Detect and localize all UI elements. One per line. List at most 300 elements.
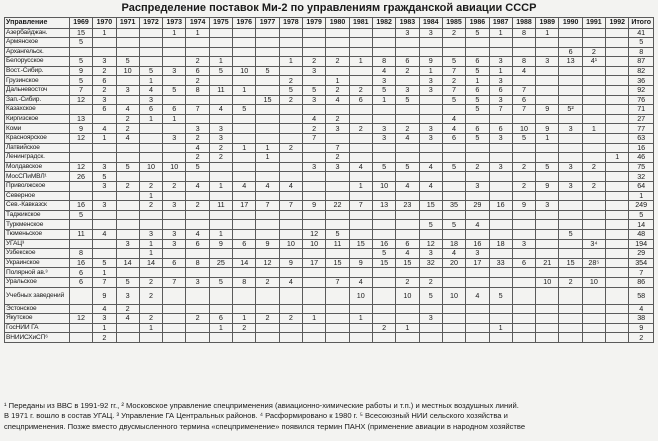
year-value-cell: 3 [303,162,326,172]
year-value-cell: 3 [419,28,442,38]
year-value-cell [233,124,256,134]
year-value-cell: 4 [279,277,302,287]
year-value-cell: 4 [396,249,419,259]
year-value-cell [233,134,256,144]
year-value-cell [139,220,162,230]
table-row [5,38,654,48]
year-value-cell [209,287,232,304]
header-year: 1986 [466,18,489,29]
year-value-cell [233,28,256,38]
year-value-cell [372,28,395,38]
year-value-cell [233,220,256,230]
row-total-cell: 75 [629,162,654,172]
year-value-cell: 4 [139,86,162,96]
year-value-cell: 10 [349,287,372,304]
year-value-cell [419,143,442,153]
row-total-cell: 64 [629,182,654,192]
row-region-name: Узбекское [5,249,70,259]
year-value-cell: 8 [512,57,535,67]
year-value-cell: 2 [116,304,139,314]
year-value-cell: 6 [396,57,419,67]
year-value-cell: 2 [116,124,139,134]
year-value-cell: 2 [209,143,232,153]
year-value-cell [256,220,279,230]
year-value-cell [606,210,629,220]
year-value-cell [606,172,629,182]
year-value-cell [163,153,186,163]
year-value-cell: 2 [303,57,326,67]
year-value-cell [326,191,349,201]
year-value-cell [582,114,605,124]
year-value-cell: 18 [489,239,512,249]
year-value-cell [606,95,629,105]
year-value-cell [559,268,582,278]
year-value-cell [279,268,302,278]
year-value-cell [279,229,302,239]
year-value-cell: 3 [163,66,186,76]
year-value-cell [396,191,419,201]
year-value-cell [536,114,559,124]
year-value-cell [559,134,582,144]
year-value-cell [186,304,209,314]
year-value-cell: 1 [326,76,349,86]
table-row [5,114,654,124]
year-value-cell: 16 [466,239,489,249]
year-value-cell: 3 [489,162,512,172]
table-row [5,182,654,192]
year-value-cell [372,153,395,163]
year-value-cell [326,66,349,76]
year-value-cell: 3 [512,239,535,249]
year-value-cell [163,191,186,201]
year-value-cell [442,153,465,163]
year-value-cell: 2 [186,153,209,163]
year-value-cell [559,191,582,201]
year-value-cell [489,229,512,239]
year-value-cell: 5 [489,287,512,304]
year-value-cell: 3 [186,277,209,287]
year-value-cell [466,114,489,124]
year-value-cell: 18 [442,239,465,249]
year-value-cell: 2 [326,114,349,124]
year-value-cell [326,182,349,192]
year-value-cell [466,47,489,57]
year-value-cell [582,86,605,96]
year-value-cell [233,95,256,105]
year-value-cell [419,47,442,57]
year-value-cell [489,268,512,278]
year-value-cell [489,114,512,124]
year-value-cell [536,191,559,201]
year-value-cell: 2 [116,182,139,192]
year-value-cell [233,38,256,48]
year-value-cell [116,172,139,182]
year-value-cell: 14 [233,258,256,268]
year-value-cell: 10 [279,239,302,249]
year-value-cell: 10 [372,182,395,192]
year-value-cell: 10 [442,287,465,304]
row-total-cell: 82 [629,66,654,76]
table-row [5,268,654,278]
row-region-name: Казахское [5,105,70,115]
year-value-cell: 3 [559,124,582,134]
row-region-name: Ленинградск. [5,153,70,163]
year-value-cell [233,114,256,124]
year-value-cell: 9 [256,239,279,249]
year-value-cell: 5 [372,86,395,96]
year-value-cell [606,277,629,287]
year-value-cell [116,210,139,220]
year-value-cell [582,268,605,278]
year-value-cell [536,66,559,76]
year-value-cell [536,47,559,57]
year-value-cell [116,220,139,230]
year-value-cell [489,47,512,57]
year-value-cell: 3 [536,201,559,211]
year-value-cell [489,249,512,259]
header-year: 1980 [326,18,349,29]
year-value-cell [186,191,209,201]
table-row [5,201,654,211]
year-value-cell: 6 [466,124,489,134]
year-value-cell [279,172,302,182]
year-value-cell [536,229,559,239]
year-value-cell [233,268,256,278]
row-region-name: УГАЦ³ [5,239,70,249]
year-value-cell: 11 [69,229,92,239]
year-value-cell [163,76,186,86]
year-value-cell [279,105,302,115]
year-value-cell [139,153,162,163]
year-value-cell: 26 [69,172,92,182]
year-value-cell [606,105,629,115]
year-value-cell [582,143,605,153]
year-value-cell: 2 [93,333,116,343]
year-value-cell: 15 [559,258,582,268]
year-value-cell [326,287,349,304]
row-region-name: Дальневосточ [5,86,70,96]
year-value-cell [186,268,209,278]
year-value-cell: 4 [326,95,349,105]
year-value-cell: 9 [512,201,535,211]
year-value-cell [209,38,232,48]
year-value-cell: 12 [303,229,326,239]
year-value-cell: 17 [466,258,489,268]
table-row [5,143,654,153]
year-value-cell [349,323,372,333]
year-value-cell [582,323,605,333]
year-value-cell [279,124,302,134]
year-value-cell: 1 [93,323,116,333]
year-value-cell [396,304,419,314]
year-value-cell: 3 [489,57,512,67]
year-value-cell [349,66,372,76]
year-value-cell: 2 [256,277,279,287]
year-value-cell: 5 [69,38,92,48]
year-value-cell [303,143,326,153]
year-value-cell [209,191,232,201]
year-value-cell [279,191,302,201]
row-region-name: Латвийское [5,143,70,153]
year-value-cell [303,304,326,314]
year-value-cell [489,333,512,343]
year-value-cell [606,162,629,172]
year-value-cell [349,268,372,278]
year-value-cell: 3 [163,201,186,211]
year-value-cell: 2 [349,86,372,96]
table-row [5,57,654,67]
year-value-cell [349,172,372,182]
header-year: 1969 [69,18,92,29]
year-value-cell [256,134,279,144]
year-value-cell [559,28,582,38]
year-value-cell: 2 [186,314,209,324]
year-value-cell [466,229,489,239]
row-total-cell: 48 [629,229,654,239]
row-region-name: Уральское [5,277,70,287]
year-value-cell [139,172,162,182]
year-value-cell [326,314,349,324]
year-value-cell: 1 [186,28,209,38]
year-value-cell: 3 [326,124,349,134]
year-value-cell [419,38,442,48]
row-region-name: Северное [5,191,70,201]
year-value-cell [489,277,512,287]
year-value-cell: 7 [349,201,372,211]
year-value-cell: 20 [442,258,465,268]
year-value-cell [582,105,605,115]
year-value-cell [489,153,512,163]
year-value-cell: 2 [139,201,162,211]
year-value-cell [349,249,372,259]
year-value-cell: 12 [256,258,279,268]
year-value-cell [536,333,559,343]
year-value-cell [582,201,605,211]
row-total-cell: 7 [629,268,654,278]
year-value-cell [326,28,349,38]
year-value-cell: 2 [582,47,605,57]
year-value-cell [372,210,395,220]
year-value-cell: 3 [93,95,116,105]
year-value-cell: 2 [209,153,232,163]
year-value-cell: 1 [606,153,629,163]
year-value-cell [396,220,419,230]
year-value-cell: 4¹ [582,57,605,67]
year-value-cell [442,182,465,192]
year-value-cell [186,38,209,48]
year-value-cell [209,95,232,105]
year-value-cell: 3 [116,239,139,249]
year-value-cell: 1 [209,182,232,192]
year-value-cell: 4 [396,134,419,144]
year-value-cell [209,47,232,57]
year-value-cell: 3 [489,76,512,86]
year-value-cell: 2 [93,86,116,96]
year-value-cell [606,249,629,259]
year-value-cell [442,229,465,239]
row-region-name: Таджикское [5,210,70,220]
year-value-cell [163,172,186,182]
year-value-cell [582,314,605,324]
year-value-cell [233,153,256,163]
year-value-cell: 1 [349,314,372,324]
year-value-cell [233,162,256,172]
year-value-cell [559,143,582,153]
year-value-cell [396,38,419,48]
year-value-cell [349,38,372,48]
year-value-cell [442,277,465,287]
row-region-name: Якутское [5,314,70,324]
year-value-cell: 10 [512,124,535,134]
year-value-cell: 3 [372,124,395,134]
year-value-cell: 1 [256,143,279,153]
table-row [5,258,654,268]
year-value-cell [536,249,559,259]
year-value-cell: 2 [512,182,535,192]
year-value-cell [303,182,326,192]
year-value-cell: 5 [466,105,489,115]
year-value-cell [536,268,559,278]
year-value-cell: 1 [372,95,395,105]
year-value-cell [419,105,442,115]
row-total-cell: 5 [629,38,654,48]
year-value-cell [163,323,186,333]
year-value-cell [139,134,162,144]
year-value-cell: 9 [69,66,92,76]
year-value-cell [466,143,489,153]
year-value-cell: 4 [186,229,209,239]
header-year: 1975 [209,18,232,29]
year-value-cell [442,323,465,333]
year-value-cell: 2 [186,57,209,67]
year-value-cell [303,277,326,287]
year-value-cell [279,47,302,57]
year-value-cell: 1 [256,153,279,163]
year-value-cell [466,191,489,201]
year-value-cell [349,47,372,57]
year-value-cell: 3 [93,57,116,67]
year-value-cell [512,268,535,278]
header-year: 1977 [256,18,279,29]
year-value-cell [396,76,419,86]
year-value-cell [139,38,162,48]
year-value-cell [116,323,139,333]
year-value-cell: 3 [489,95,512,105]
year-value-cell [419,114,442,124]
year-value-cell: 4 [419,162,442,172]
year-value-cell [256,304,279,314]
table-row [5,76,654,86]
year-value-cell [559,323,582,333]
year-value-cell [559,153,582,163]
table-row [5,287,654,304]
year-value-cell [606,134,629,144]
year-value-cell [256,229,279,239]
year-value-cell [303,323,326,333]
year-value-cell: 5 [69,57,92,67]
year-value-cell [116,333,139,343]
year-value-cell: 1 [233,143,256,153]
year-value-cell: 5 [186,162,209,172]
year-value-cell [419,95,442,105]
year-value-cell: 3 [372,134,395,144]
row-total-cell: 32 [629,172,654,182]
year-value-cell [163,38,186,48]
year-value-cell [209,268,232,278]
year-value-cell [209,304,232,314]
year-value-cell [442,210,465,220]
year-value-cell [256,47,279,57]
year-value-cell [489,220,512,230]
year-value-cell [582,28,605,38]
year-value-cell [233,333,256,343]
year-value-cell: 2 [186,76,209,86]
row-region-name: Коми [5,124,70,134]
year-value-cell [163,333,186,343]
year-value-cell: 8 [233,277,256,287]
year-value-cell: 6 [93,105,116,115]
year-value-cell [606,124,629,134]
year-value-cell: 4 [442,249,465,259]
year-value-cell: 29 [466,201,489,211]
year-value-cell: 5 [116,57,139,67]
year-value-cell: 32 [419,258,442,268]
year-value-cell: 1 [139,323,162,333]
year-value-cell [536,76,559,86]
year-value-cell [256,210,279,220]
year-value-cell [163,249,186,259]
year-value-cell [419,268,442,278]
year-value-cell [559,304,582,314]
year-value-cell [582,95,605,105]
year-value-cell [349,191,372,201]
year-value-cell: 5 [116,277,139,287]
year-value-cell [419,172,442,182]
year-value-cell [349,114,372,124]
year-value-cell: 5 [209,277,232,287]
year-value-cell [186,220,209,230]
year-value-cell [139,47,162,57]
year-value-cell [209,249,232,259]
table-row [5,191,654,201]
year-value-cell: 2 [372,323,395,333]
year-value-cell: 6 [139,105,162,115]
year-value-cell: 3 [93,162,116,172]
year-value-cell: 5 [233,105,256,115]
year-value-cell [372,220,395,230]
year-value-cell: 3 [93,314,116,324]
year-value-cell [93,249,116,259]
year-value-cell [559,95,582,105]
year-value-cell: 2 [512,162,535,172]
year-value-cell: 8 [512,28,535,38]
year-value-cell: 1 [139,76,162,86]
year-value-cell: 5 [93,258,116,268]
year-value-cell [466,323,489,333]
year-value-cell: 1 [93,134,116,144]
year-value-cell: 3 [163,239,186,249]
year-value-cell: 1 [139,191,162,201]
year-value-cell [279,153,302,163]
year-value-cell: 6 [163,258,186,268]
year-value-cell: 1 [489,28,512,38]
row-region-name: Учебных заведений [5,287,70,304]
table-row [5,47,654,57]
table-row [5,172,654,182]
year-value-cell: 3 [186,124,209,134]
year-value-cell [536,86,559,96]
year-value-cell [116,229,139,239]
